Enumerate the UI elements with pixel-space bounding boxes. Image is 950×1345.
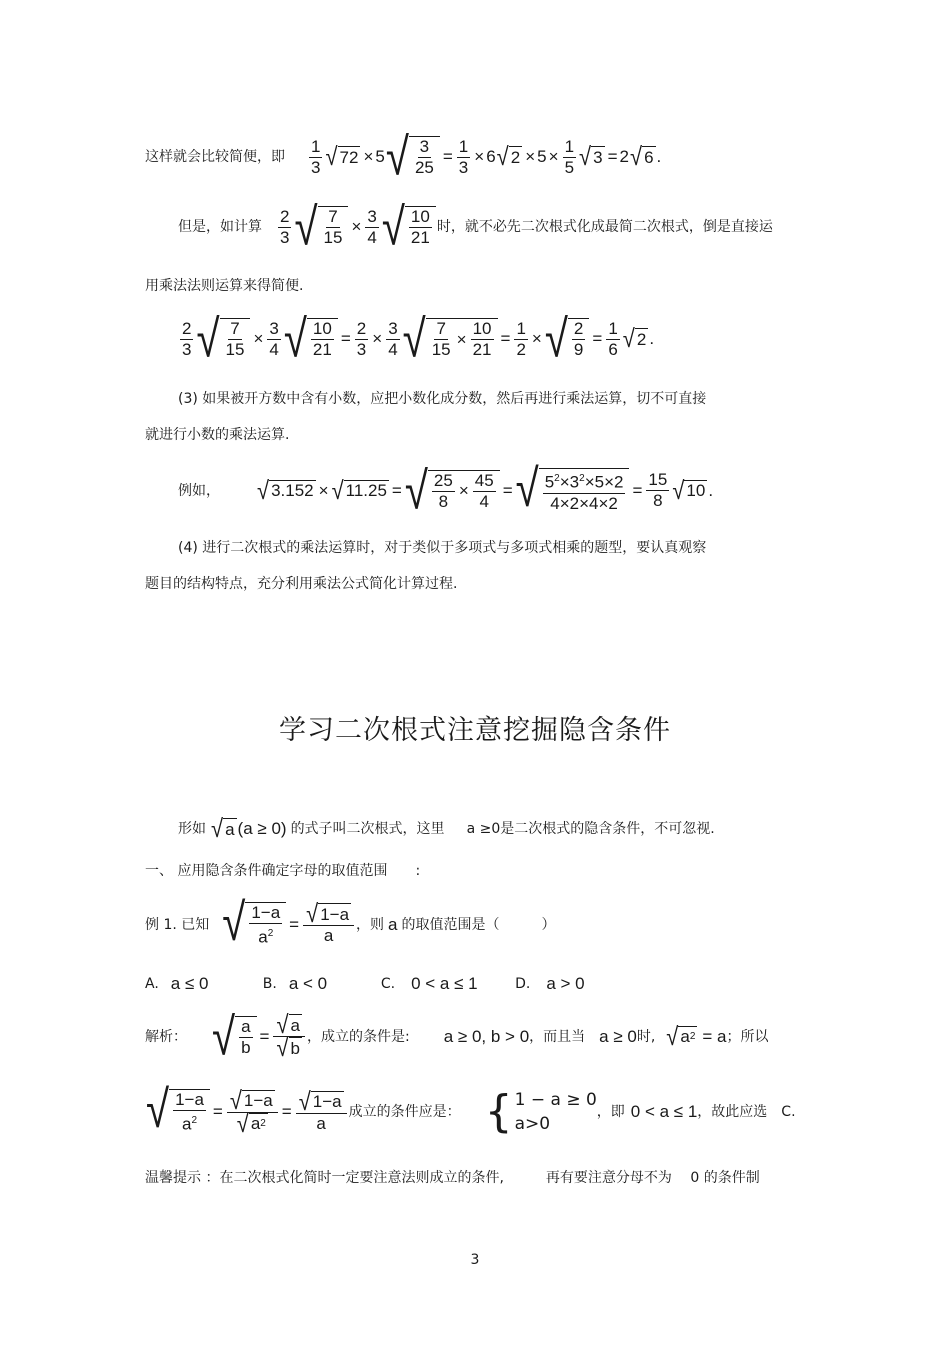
math-formula: √ a 2 (666, 1021, 696, 1051)
text: ，则 (356, 916, 385, 933)
text: a ≥0是二次根式的隐含条件，不可忽视. (466, 821, 715, 837)
math-formula: √ $\frac{a}{b}$ = √ a √ b (211, 1014, 307, 1059)
math-text: a ≥ 0 (599, 1026, 637, 1046)
option-value: 0 < a ≤ 1 (411, 974, 478, 993)
math-formula: √ 3.152 × √ 11.25 = √ $\frac{25}{8}$ × $\frac{45}{4}$ = √ $\frac{5^2\times 3^2\times 5\times 2}{4\times 2\times 4\times 2}$ = $\frac{15}{8}$ √ 10 . (257, 458, 714, 520)
text-line (145, 1006, 769, 1066)
option-value: a < 0 (288, 974, 328, 993)
text-line (145, 425, 289, 445)
text-line (178, 814, 715, 843)
system-line: 1 − a ≥ 0 (514, 1090, 597, 1110)
math-text: 0 < a ≤ 1 (630, 1102, 698, 1121)
math-formula: $\frac{2}{3}$ √ $\frac{7}{15}$ × $\frac{3}{4}$ √ $\frac{10}{21}$ (276, 206, 437, 248)
math-formula: √ $\frac{1-a}{a^2}$ = √ 1−a a (221, 902, 356, 948)
option-label: C. (380, 976, 396, 992)
text: 时，就不必先二次根式化成最简二次根式，倒是直接运 (436, 219, 773, 235)
text-line (178, 389, 706, 409)
text: 解析： (145, 1028, 187, 1045)
text-line: 例 1. 已知 √ $\frac{1-a}{a^2}$ = √ 1−a a ，则 a 的取值范围是（ ） (145, 892, 556, 952)
text: 形如 (178, 821, 206, 837)
text: ，即 (596, 1104, 625, 1120)
text-line (145, 127, 662, 186)
text-line (145, 1168, 760, 1188)
text-line (145, 1079, 796, 1139)
text: 例如， (178, 482, 220, 499)
text-line (145, 574, 457, 594)
text-line (178, 538, 706, 558)
text: 的式子叫二次根式，这里 (290, 821, 445, 837)
equation-system: { 1 − a ≥ 0 a>0 (484, 1086, 597, 1137)
system-line: a>0 (514, 1114, 551, 1134)
option-value: a ≤ 0 (170, 974, 209, 993)
text: ，故此应选 C. (697, 1104, 796, 1120)
text: 时, (636, 1028, 656, 1045)
option-value: a > 0 (546, 974, 585, 993)
text: 例 1. 已知 (145, 916, 210, 933)
math-formula: $\frac{2}{3}$ √ $\frac{7}{15}$ × $\frac{3}{4}$ √ $\frac{10}{21}$ = $\frac{2}{3}$ × $\frac{3}{4}$ √ $\frac{7}{15}$ × $\frac{10}{21}$ = $\frac{1}{2}$ × √ $\frac{2}{9}$ = $\frac{1}{6}$ √ 2 . (182, 309, 655, 368)
option-label: D. (515, 976, 531, 992)
text-line (145, 861, 420, 881)
text: 成立的条件应是： (348, 1104, 461, 1120)
text: 这样就会比较简便，即 (145, 149, 285, 165)
text: 用乘法法则运算来得简便. (145, 278, 304, 294)
text: ，而且当 (529, 1028, 586, 1045)
math-text: = a (702, 1026, 727, 1046)
text: 的取值范围是（ ） (401, 916, 556, 933)
text: ，成立的条件是: (307, 1028, 410, 1045)
text-line (145, 276, 303, 296)
page-number: 3 (470, 1252, 480, 1268)
option-label: A. (145, 976, 159, 992)
math-formula: $\frac{1}{3}$ √ 72 × 5 √ $\frac{3}{25}$ = $\frac{1}{3}$ × 6 √ 2 × 5 × $\frac{1}{5}$ √ 3 = 2 √ 6 . (311, 127, 662, 186)
text: ；所以 (726, 1028, 769, 1045)
text: 题目的结构特点，充分利用乘法公式简化计算过程. (145, 576, 458, 592)
option-label: B. (262, 976, 277, 992)
text-line (178, 458, 714, 520)
math-text: a ≥ 0, b > 0 (443, 1026, 530, 1046)
options-row (145, 974, 585, 994)
text: 但是，如计算 (178, 219, 262, 235)
section-title: 学习二次根式注意挖掘隐含条件 (279, 715, 671, 746)
math-formula: √ $\frac{1-a}{a^2}$ = √ 1−a √ a 2 = √ 1−a a (145, 1089, 349, 1135)
math-formula: √ a (a ≥ 0) (211, 814, 287, 843)
text: (3) 如果被开方数中含有小数，应把小数化成分数，然后再进行乘法运算，切不可直接 (178, 391, 707, 407)
text: (4) 进行二次根式的乘法运算时，对于类似于多项式与多项式相乘的题型，要认真观察 (178, 540, 707, 556)
text: 就进行小数的乘法运算. (145, 427, 290, 443)
text-line (178, 197, 773, 256)
text: 一、 应用隐含条件确定字母的取值范围 : (145, 863, 421, 879)
tip-text: 温馨提示 ：在二次根式化简时一定要注意法则成立的条件, 再有要注意分母不为 0 的条件制 (145, 1170, 760, 1186)
